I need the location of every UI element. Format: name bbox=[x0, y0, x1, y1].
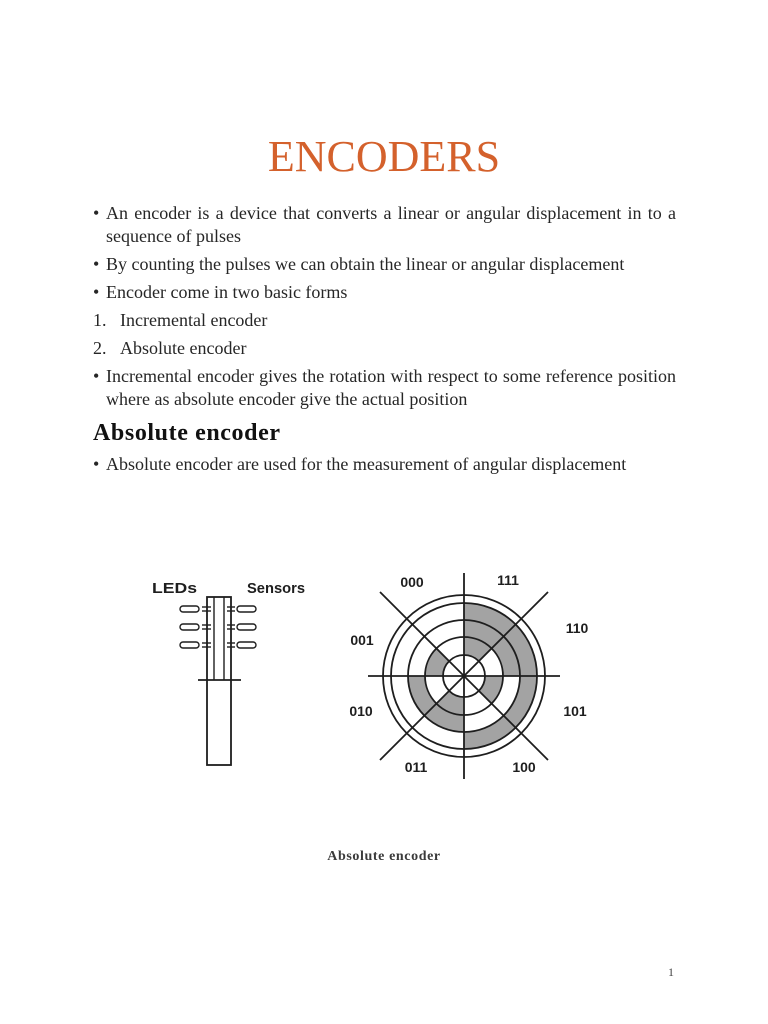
disk-track-shading bbox=[425, 648, 449, 676]
sector-code-label: 000 bbox=[400, 574, 424, 590]
bullet-marker: • bbox=[93, 203, 100, 223]
number-marker: 2. bbox=[93, 338, 107, 358]
absolute-encoder-figure bbox=[120, 550, 700, 820]
list-item bbox=[93, 453, 676, 476]
figure-caption: Absolute encoder bbox=[327, 849, 441, 864]
list-item-text: Incremental encoder bbox=[120, 310, 268, 330]
list-item-text: An encoder is a device that converts a linear or angular displacement in to a sequence of pulses bbox=[106, 203, 676, 246]
led-sensor-diagram bbox=[152, 580, 305, 765]
intro-list bbox=[93, 202, 676, 416]
sensor bbox=[237, 642, 256, 648]
numbered-item bbox=[93, 309, 676, 332]
list-item bbox=[93, 281, 676, 304]
list-item bbox=[93, 202, 676, 248]
sensors-label: Sensors bbox=[247, 580, 305, 597]
list-item-text: Encoder come in two basic forms bbox=[106, 282, 348, 302]
encoder-disk bbox=[349, 572, 588, 779]
section-list bbox=[93, 453, 676, 481]
sensor bbox=[237, 624, 256, 630]
sector-code-label: 001 bbox=[350, 632, 374, 648]
led bbox=[180, 624, 199, 630]
list-item-text: Incremental encoder gives the rotation with respect to some reference position where as absolute encoder give the actual position bbox=[106, 366, 676, 409]
list-item bbox=[93, 365, 676, 411]
sector-code-label: 110 bbox=[565, 620, 589, 636]
list-item-text: By counting the pulses we can obtain the linear or angular displacement bbox=[106, 254, 625, 274]
page-title: ENCODERS bbox=[267, 132, 501, 181]
leds-label: LEDs bbox=[152, 580, 197, 597]
led bbox=[180, 606, 199, 612]
list-item-text: Absolute encoder bbox=[120, 338, 247, 358]
sector-code-label: 011 bbox=[404, 759, 428, 775]
encoder-shaft bbox=[207, 597, 231, 765]
page-number: 1 bbox=[668, 965, 674, 979]
bullet-marker: • bbox=[93, 366, 100, 386]
led bbox=[180, 642, 199, 648]
bullet-marker: • bbox=[93, 254, 100, 274]
bullet-marker: • bbox=[93, 282, 100, 302]
section-heading: Absolute encoder bbox=[93, 420, 281, 446]
bullet-marker: • bbox=[93, 454, 100, 474]
sector-code-label: 010 bbox=[349, 703, 373, 719]
sector-code-label: 101 bbox=[563, 703, 587, 719]
sector-code-label: 111 bbox=[497, 572, 519, 588]
sector-code-label: 100 bbox=[512, 759, 536, 775]
list-item bbox=[93, 253, 676, 276]
number-marker: 1. bbox=[93, 310, 107, 330]
numbered-item bbox=[93, 337, 676, 360]
list-item-text: Absolute encoder are used for the measurement of angular displacement bbox=[106, 454, 627, 474]
sensor bbox=[237, 606, 256, 612]
disk-track-shading bbox=[479, 676, 503, 704]
